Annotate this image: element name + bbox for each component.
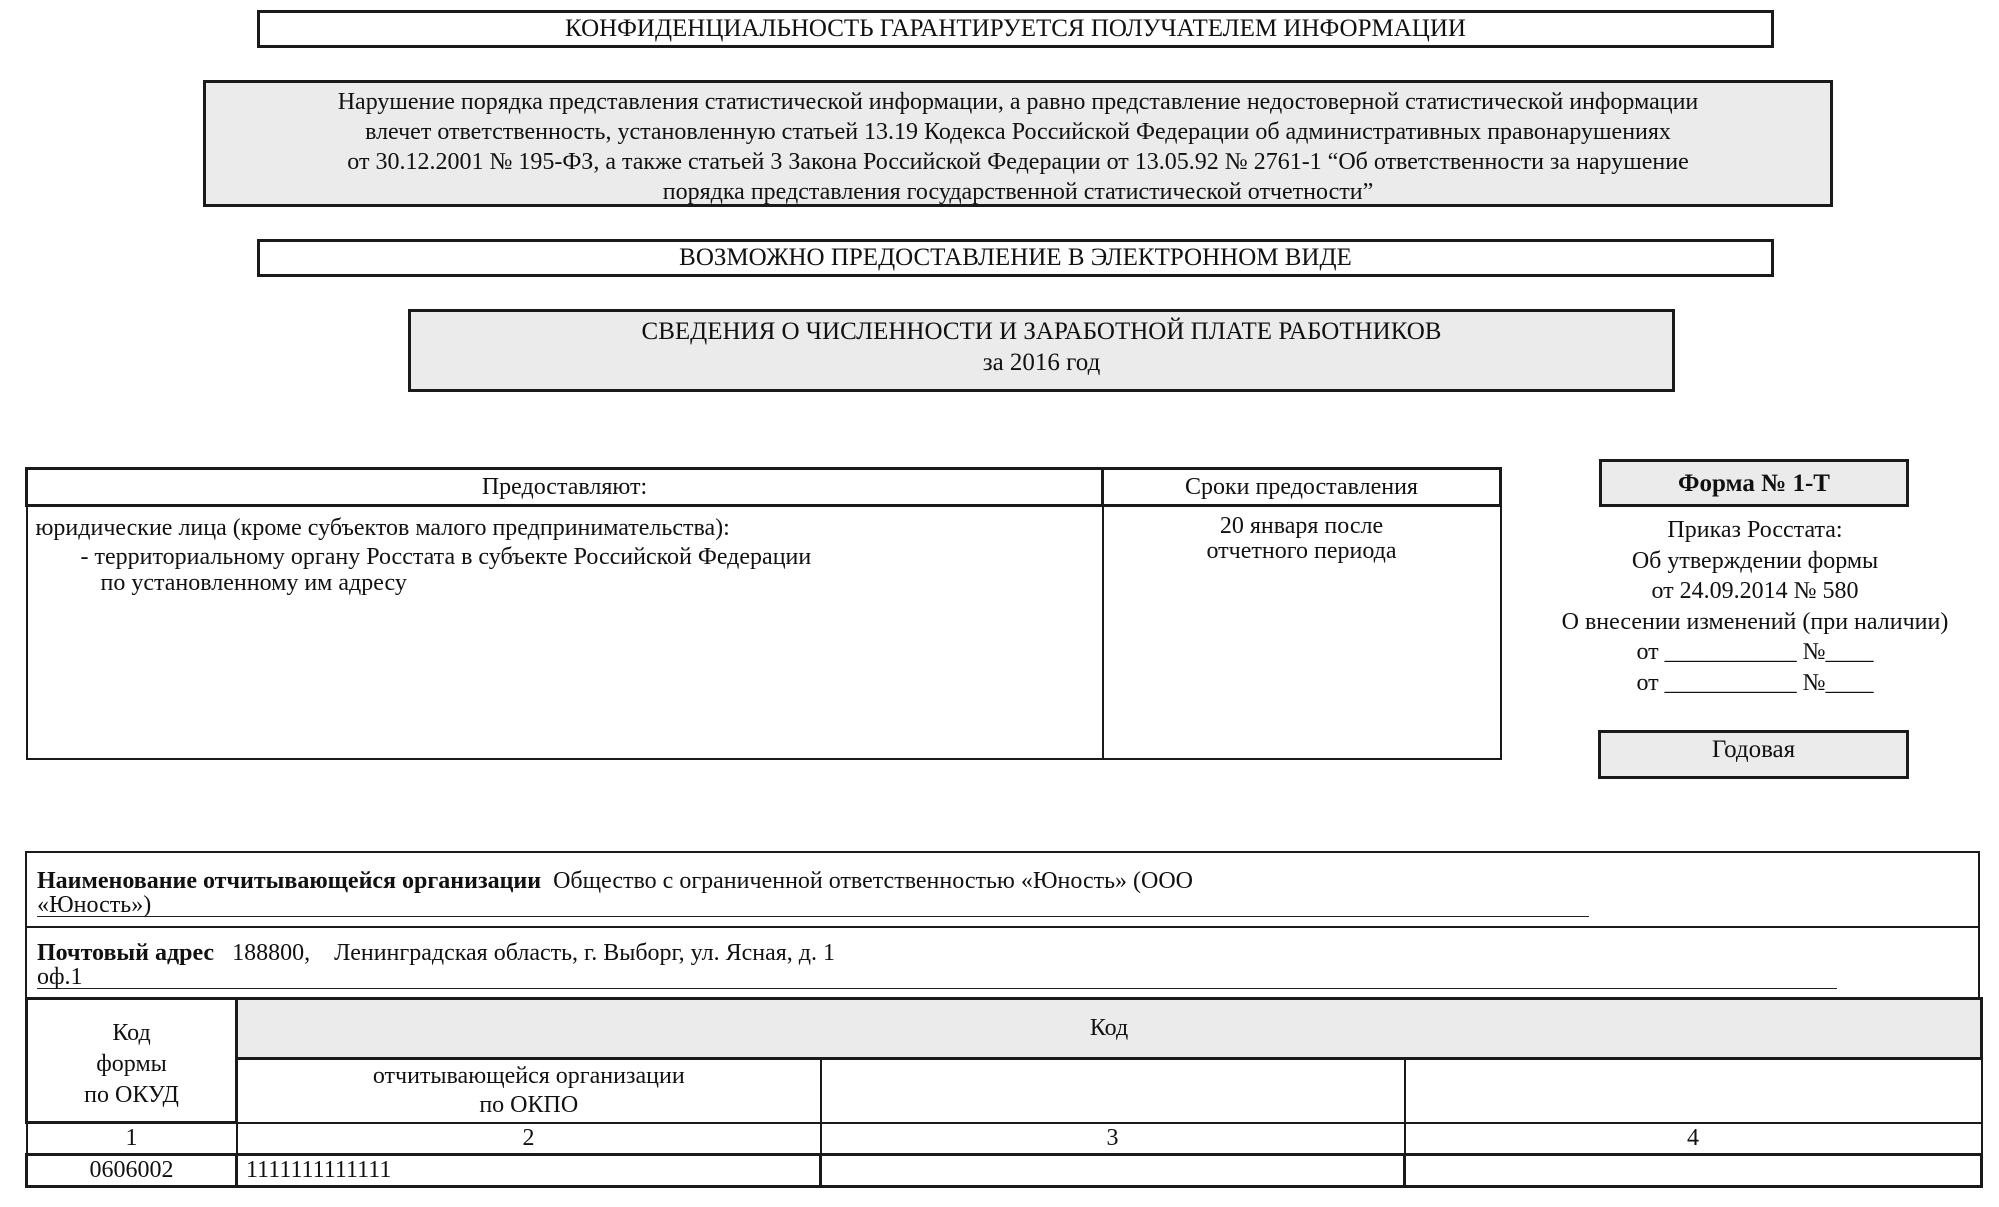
form-number: [1599, 459, 1909, 507]
form-number-text: Форма № 1-Т: [1678, 470, 1830, 497]
org-name-label: Наименование отчитывающейся организации: [37, 868, 542, 894]
organization-block: [25, 851, 1980, 997]
code-header: Код: [1089, 1015, 1129, 1041]
periodicity-box: [1598, 730, 1909, 779]
order-line: от ___________ №____: [1636, 669, 1874, 696]
okpo-header-line: отчитывающейся организации: [372, 1062, 685, 1089]
submitters-table: [25, 467, 1502, 760]
okud-value-cell[interactable]: 0606002: [27, 1155, 237, 1187]
order-line: Об утверждении формы: [1631, 547, 1879, 574]
violation-line: влечет ответственность, установленную статьей 13.19 Кодекса Российской Федерации об административных правонарушениях: [365, 119, 1671, 145]
org-address-row: [37, 940, 1847, 989]
col-number: 2: [237, 1123, 821, 1155]
codes-table: [25, 997, 1983, 1188]
org-name-value-cont: «Юность»): [37, 892, 152, 918]
col-number: 3: [821, 1123, 1405, 1155]
order-line: О внесении изменений (при наличии): [1561, 608, 1949, 635]
okpo-header-cell: [237, 1059, 821, 1123]
org-name-cont-line[interactable]: [37, 894, 1589, 917]
submitters-line: по установленному им адресу: [100, 570, 407, 596]
order-line: от 24.09.2014 № 580: [1651, 578, 1859, 604]
violation-notice: [203, 80, 1833, 207]
okud-header-line: формы: [96, 1051, 167, 1077]
col3-value-cell[interactable]: [821, 1155, 1405, 1187]
org-address-label: Почтовый адрес: [37, 940, 215, 966]
org-name-value: Общество с ограниченной ответственностью «Юность» (ООО: [553, 868, 1194, 894]
submitters-cell: [27, 506, 1103, 760]
order-info: [1530, 515, 1980, 698]
col-number: 4: [1405, 1123, 1982, 1155]
order-line: Приказ Росстата:: [1667, 517, 1843, 543]
okud-header-cell: [27, 999, 237, 1123]
okud-header-line: Код: [112, 1020, 151, 1046]
okpo-value-cell[interactable]: 1111111111111: [237, 1155, 821, 1187]
report-title: [408, 309, 1675, 392]
org-divider: [27, 926, 1978, 928]
submitters-header: Предоставляют:: [27, 469, 1103, 506]
submitters-line: юридические лица (кроме субъектов малого предпринимательства):: [35, 515, 730, 541]
deadline-line: отчетного периода: [1206, 538, 1397, 564]
violation-line: от 30.12.2001 № 195-ФЗ, а также статьей 3 Закона Российской Федерации от 13.05.92 № 2761-1 “Об ответственности за нарушение: [347, 149, 1689, 175]
okud-header-line: по ОКУД: [84, 1082, 179, 1108]
periodicity-text: Годовая: [1711, 736, 1796, 763]
violation-line: порядка представления государственной статистической отчетности”: [662, 179, 1374, 205]
col-number: 1: [27, 1123, 237, 1155]
deadline-line: 20 января после: [1219, 513, 1384, 539]
col4-value-cell[interactable]: [1405, 1155, 1982, 1187]
confidentiality-banner: [257, 10, 1774, 48]
deadline-header: Сроки предоставления: [1103, 469, 1501, 506]
order-line: от ___________ №____: [1636, 639, 1874, 665]
org-address-value: 188800, Ленинградская область, г. Выборг, ул. Ясная, д. 1: [232, 940, 835, 966]
code-col3-header: [821, 1059, 1405, 1123]
violation-line: Нарушение порядка представления статистической информации, а равно представление недостоверной статистической информации: [337, 89, 1699, 115]
code-col4-header: [1405, 1059, 1982, 1123]
report-title-line2: за 2016 год: [982, 349, 1101, 376]
confidentiality-text: КОНФИДЕНЦИАЛЬНОСТЬ ГАРАНТИРУЕТСЯ ПОЛУЧАТЕЛЕМ ИНФОРМАЦИИ: [565, 15, 1466, 42]
org-name-row: [37, 868, 1597, 917]
report-title-line1: СВЕДЕНИЯ О ЧИСЛЕННОСТИ И ЗАРАБОТНОЙ ПЛАТЕ РАБОТНИКОВ: [641, 318, 1442, 345]
org-address-cont-line[interactable]: [37, 966, 1837, 989]
electronic-text: ВОЗМОЖНО ПРЕДОСТАВЛЕНИЕ В ЭЛЕКТРОННОМ ВИДЕ: [679, 244, 1352, 271]
okpo-header-line: по ОКПО: [479, 1091, 579, 1118]
org-address-value-cont: оф.1: [37, 964, 83, 990]
deadline-cell: [1103, 506, 1501, 760]
code-header-cell: [237, 999, 1982, 1059]
electronic-banner: [257, 239, 1774, 277]
submitters-line: - территориальному органу Росстата в субъекте Российской Федерации: [80, 544, 812, 570]
